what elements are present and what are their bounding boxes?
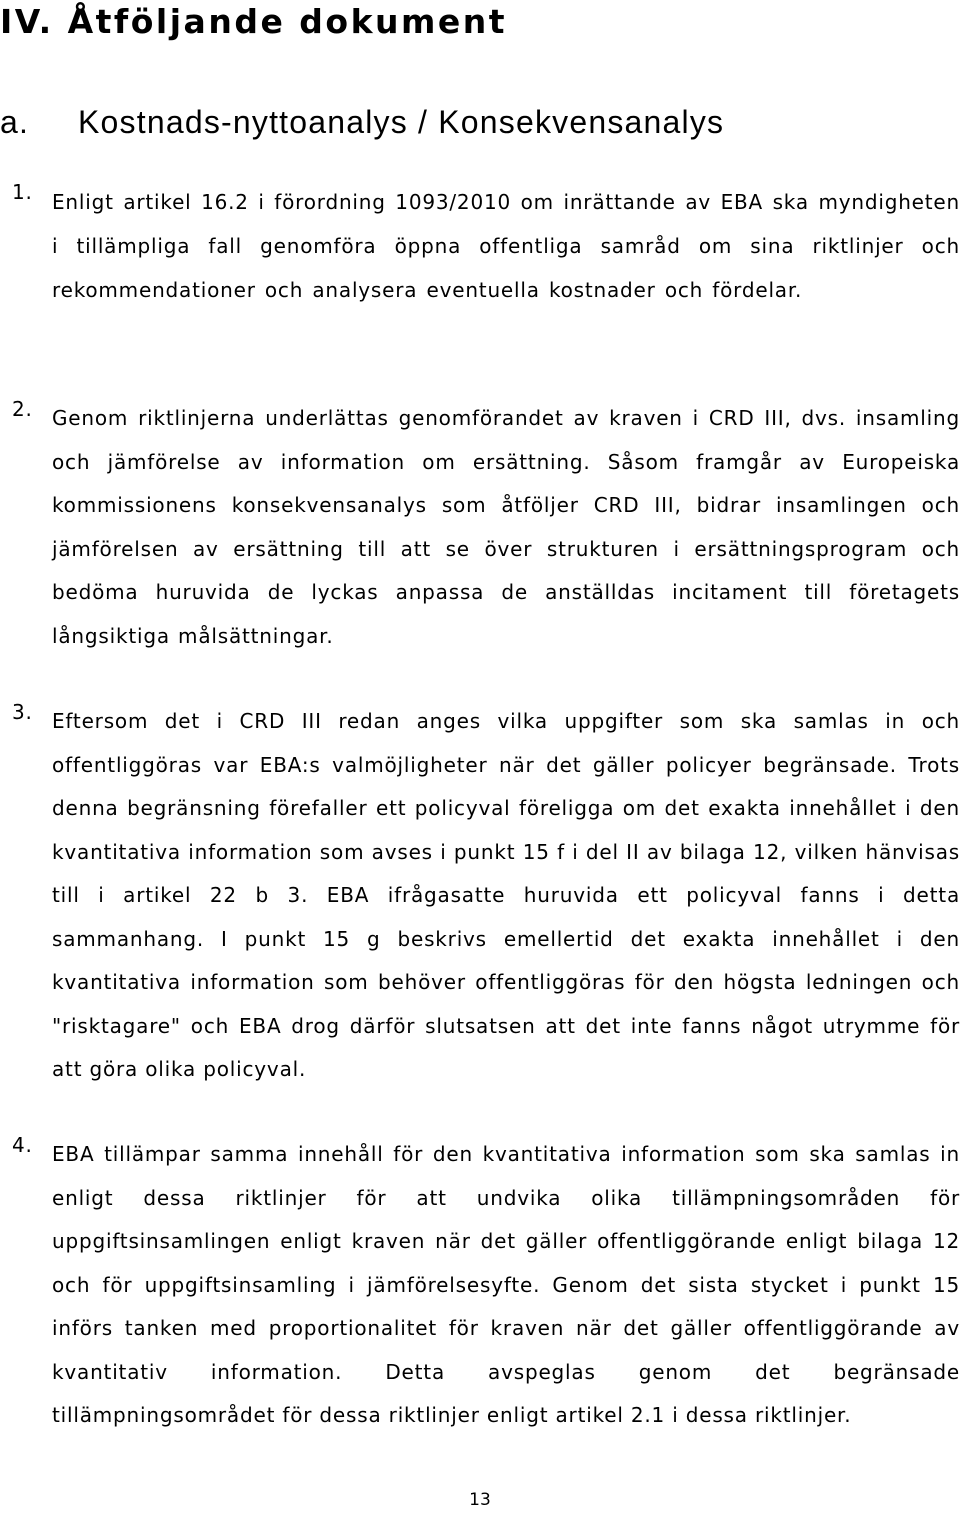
subsection-label: a.: [0, 104, 30, 140]
paragraph-number: 2.: [12, 397, 33, 421]
paragraph-text: Genom riktlinjerna underlättas genomförandet av kraven i CRD III, dvs. insamling och jämförelse av information om ersättning. Såsom framgår av Europeiska kommissionens konsekvensanalys som åtföljer CRD III, bidrar insamlingen och jämförelsen av ersättning till att se över strukturen i ersättningsprogram och bedöma huruvida de lyckas anpassa de anställdas incitament till företagets långsiktiga målsättningar.: [52, 406, 960, 648]
paragraph-number: 3.: [12, 700, 33, 724]
subsection-heading: [0, 100, 724, 144]
section-heading: IV. Åtföljande dokument: [0, 2, 508, 41]
paragraph-text: Enligt artikel 16.2 i förordning 1093/2010 om inrättande av EBA ska myndigheten i tillämpliga fall genomföra öppna offentliga samråd om sina riktlinjer och rekommendationer och analysera eventuella kostnader och fördelar.: [52, 190, 960, 302]
paragraph-number: 1.: [12, 180, 33, 204]
page-number: 13: [469, 1490, 491, 1510]
numbered-paragraph-4: [0, 1133, 960, 1438]
paragraph-number: 4.: [12, 1133, 33, 1157]
subsection-title: Kostnads-nyttoanalys / Konsekvensanalys: [78, 104, 725, 140]
paragraph-text: EBA tillämpar samma innehåll för den kvantitativa information som ska samlas in enligt dessa riktlinjer för att undvika olika tillämpningsområden för uppgiftsinsamlingen enligt kraven när det gäller offentliggörande enligt bilaga 12 och för uppgiftsinsamling i jämförelsesyfte. Genom det sista stycket i punkt 15 införs tanken med proportionalitet för kraven när det gäller offentliggörande av kvantitativ information. Detta avspeglas genom det begränsade tillämpningsområdet för dessa riktlinjer enligt artikel 2.1 i dessa riktlinjer.: [52, 1142, 960, 1427]
numbered-paragraph-2: [0, 397, 960, 658]
numbered-paragraph-1: [0, 180, 960, 312]
numbered-paragraph-3: [0, 700, 960, 1092]
paragraph-text: Eftersom det i CRD III redan anges vilka uppgifter som ska samlas in och offentliggöras var EBA:s valmöjligheter när det gäller policyer begränsade. Trots denna begränsning förefaller ett policyval föreligga om det exakta innehållet i den kvantitativa information som avses i punkt 15 f i del II av bilaga 12, vilken hänvisas till i artikel 22 b 3. EBA ifrågasatte huruvida ett policyval fanns i detta sammanhang. I punkt 15 g beskrivs emellertid det exakta innehållet i den kvantitativa information som behöver offentliggöras för den högsta ledningen och "risktagare" och EBA drog därför slutsatsen att det inte fanns något utrymme för att göra olika policyval.: [52, 709, 960, 1081]
